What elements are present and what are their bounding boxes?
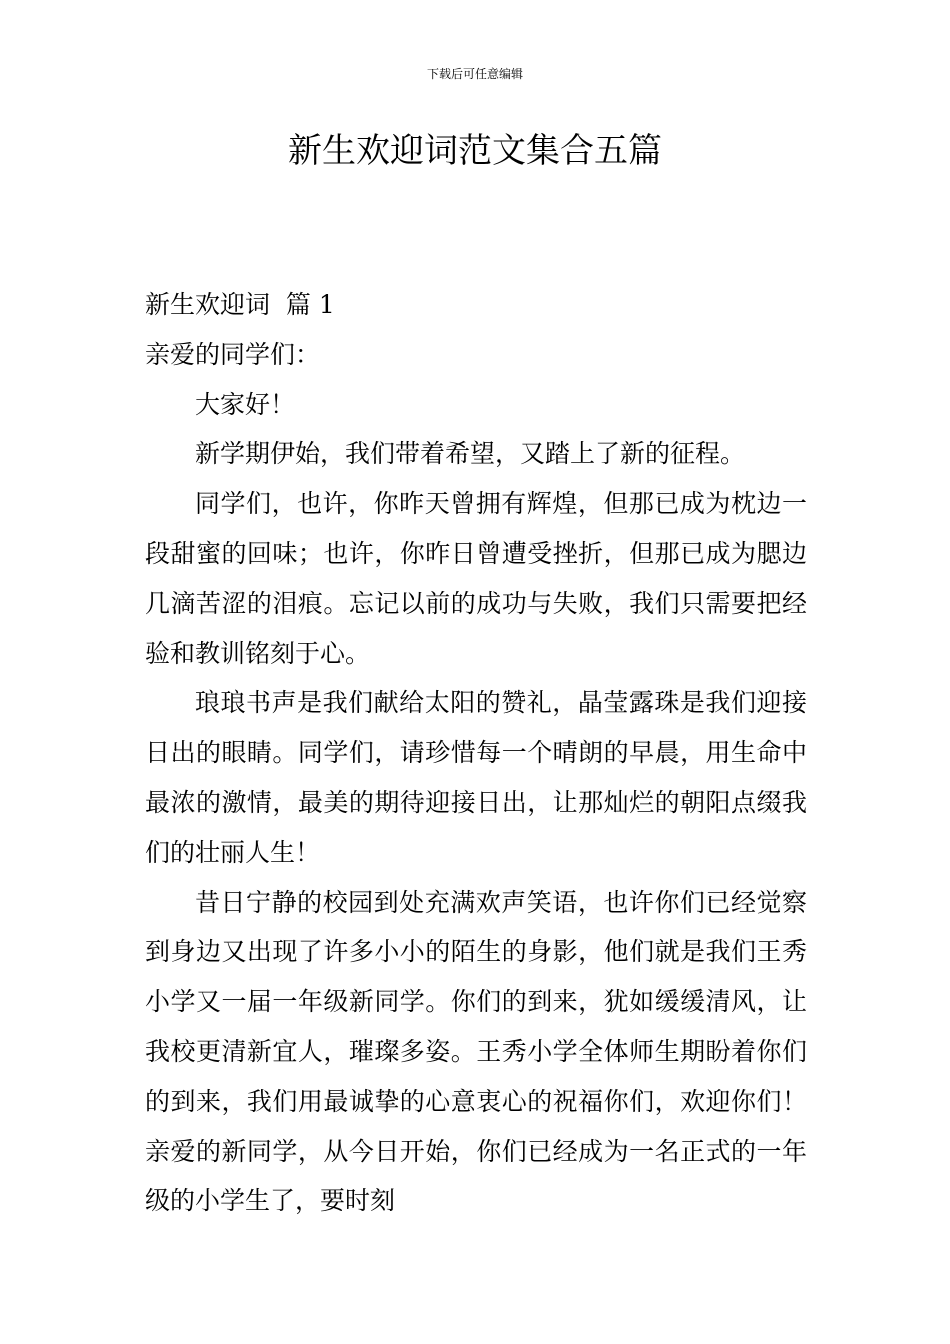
header-note: 下载后可任意编辑 bbox=[426, 67, 523, 81]
document-body bbox=[145, 280, 807, 1226]
paragraph-greeting: 大家好！ bbox=[195, 389, 296, 419]
document-title: 新生欢迎词范文集合五篇 bbox=[288, 131, 662, 171]
salutation: 亲爱的同学们： bbox=[145, 339, 321, 369]
paragraph-past-experience: 同学们，也许，你昨天曾拥有辉煌，但那已成为枕边一段甜蜜的回味；也许，你昨日曾遭受挫折，但那已成为腮边几滴苦涩的泪痕。忘记以前的成功与失败，我们只需要把经验和教训铭刻于心。 bbox=[145, 489, 807, 668]
section-heading: 新生欢迎词 篇 1 bbox=[145, 290, 335, 319]
paragraph-morning-sun: 琅琅书声是我们献给太阳的赞礼，晶莹露珠是我们迎接日出的眼睛。同学们，请珍惜每一个晴朗的早晨，用生命中最浓的激情，最美的期待迎接日出，让那灿烂的朝阳点缀我们的壮丽人生！ bbox=[145, 688, 807, 867]
paragraph-welcome-new-students: 昔日宁静的校园到处充满欢声笑语，也许你们已经觉察到身边又出现了许多小小的陌生的身影，他们就是我们王秀小学又一届一年级新同学。你们的到来，犹如缓缓清风，让我校更清新宜人，璀璨多姿。王秀小学全体师生期盼着你们的到来，我们用最诚挚的心意衷心的祝福你们，欢迎你们！亲爱的新同学，从今日开始，你们已经成为一名正式的一年级的小学生了，要时刻 bbox=[145, 887, 807, 1216]
paragraph-semester-start: 新学期伊始，我们带着希望，又踏上了新的征程。 bbox=[195, 439, 746, 469]
